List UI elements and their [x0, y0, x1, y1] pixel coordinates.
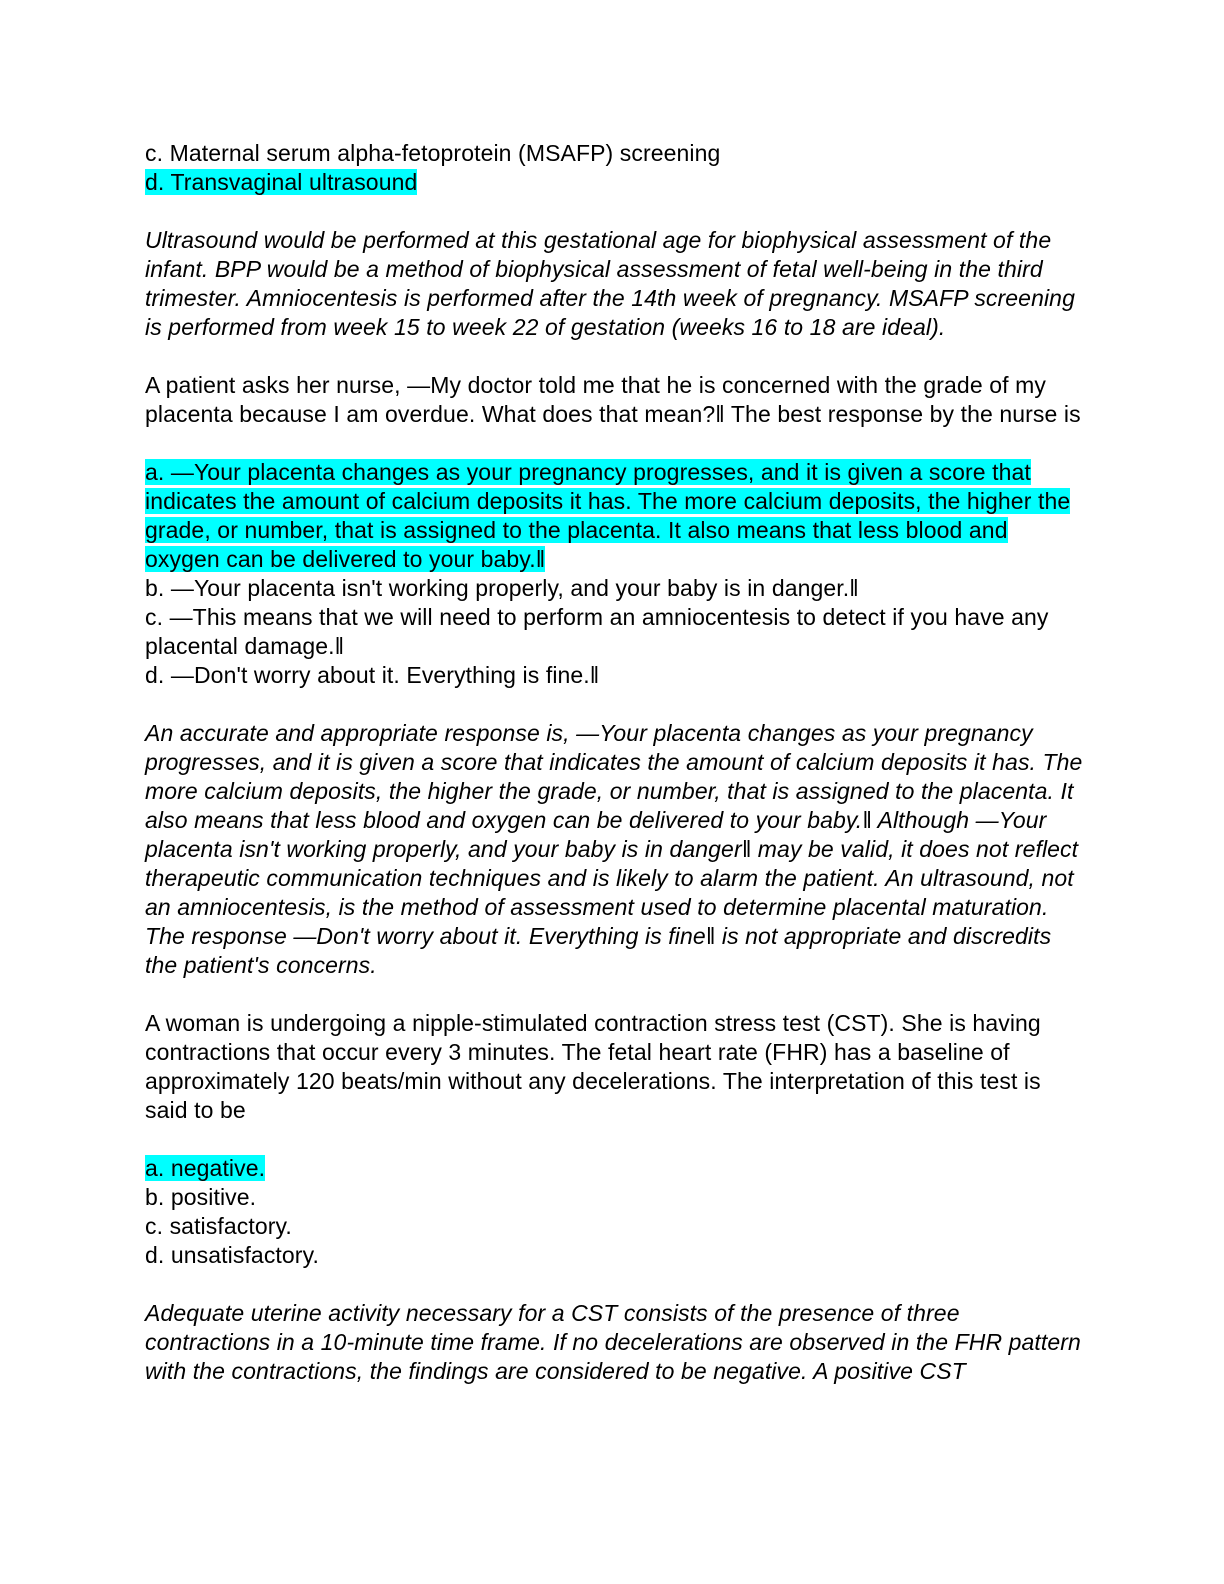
answer-option-text: d. ―Don't worry about it. Everything is fine.‖ [145, 662, 600, 688]
answer-options-group-1 [145, 139, 1085, 197]
answer-option-text: c. ―This means that we will need to perform an amniocentesis to detect if you have any placental damage.‖ [145, 604, 1049, 659]
answer-option-c3 [145, 1212, 1085, 1241]
question-paragraph-1: A patient asks her nurse, ―My doctor told me that he is concerned with the grade of my placenta because I am overdue. What does that mean?‖ The best response by the nurse is [145, 372, 1081, 427]
rationale-paragraph-2: An accurate and appropriate response is, ―Your placenta changes as your pregnancy progresses, and it is given a score that indicates the amount of calcium deposits it has. The more calcium deposits, the higher the grade, or number, that is assigned to the placenta. It also means that less blood and oxygen can be delivered to your baby.‖ Although ―Your placenta isn't working properly, and your baby is in danger‖ may be valid, it does not reflect therapeutic communication techniques and is likely to alarm the patient. An ultrasound, not an amniocentesis, is the method of assessment used to determine placental maturation. The response ―Don't worry about it. Everything is fine‖ is not appropriate and discredits the patient's concerns. [145, 720, 1083, 978]
answer-option-b3 [145, 1183, 1085, 1212]
highlighted-answer-text: a. ―Your placenta changes as your pregnancy progresses, and it is given a score that indicates the amount of calcium deposits it has. The more calcium deposits, the higher the grade, or number, that is assigned to the placenta. It also means that less blood and oxygen can be delivered to your baby.‖ [145, 459, 1071, 572]
document-content [145, 139, 1085, 1386]
answer-option-b2 [145, 574, 1085, 603]
answer-option-d1-correct [145, 168, 1085, 197]
rationale-paragraph-1: Ultrasound would be performed at this gestational age for biophysical assessment of the infant. BPP would be a method of biophysical assessment of fetal well-being in the third trimester. Amniocentesis is performed after the 14th week of pregnancy. MSAFP screening is performed from week 15 to week 22 of gestation (weeks 16 to 18 are ideal). [145, 227, 1075, 340]
rationale-paragraph-3: Adequate uterine activity necessary for a CST consists of the presence of three contractions in a 10-minute time frame. If no decelerations are observed in the FHR pattern with the contractions, the findings are considered to be negative. A positive CST [145, 1300, 1081, 1384]
answer-option-d2 [145, 661, 1085, 690]
answer-option-text: c. Maternal serum alpha-fetoprotein (MSAFP) screening [145, 140, 721, 166]
answer-option-text: b. ―Your placenta isn't working properly, and your baby is in danger.‖ [145, 575, 859, 601]
answer-option-a2-correct [145, 458, 1085, 574]
answer-option-text: b. positive. [145, 1184, 257, 1210]
highlighted-answer-text: d. Transvaginal ultrasound [145, 169, 418, 195]
answer-option-a3-correct [145, 1154, 1085, 1183]
highlighted-answer-text: a. negative. [145, 1155, 266, 1181]
answer-option-d3 [145, 1241, 1085, 1270]
answer-option-text: c. satisfactory. [145, 1213, 292, 1239]
answer-options-group-3 [145, 1154, 1085, 1270]
answer-option-text: d. unsatisfactory. [145, 1242, 319, 1268]
question-paragraph-2: A woman is undergoing a nipple-stimulated contraction stress test (CST). She is having contractions that occur every 3 minutes. The fetal heart rate (FHR) has a baseline of approximately 120 beats/min without any decelerations. The interpretation of this test is said to be [145, 1010, 1041, 1123]
answer-options-group-2 [145, 458, 1085, 690]
answer-option-c2 [145, 603, 1085, 661]
answer-option-c1 [145, 139, 1085, 168]
